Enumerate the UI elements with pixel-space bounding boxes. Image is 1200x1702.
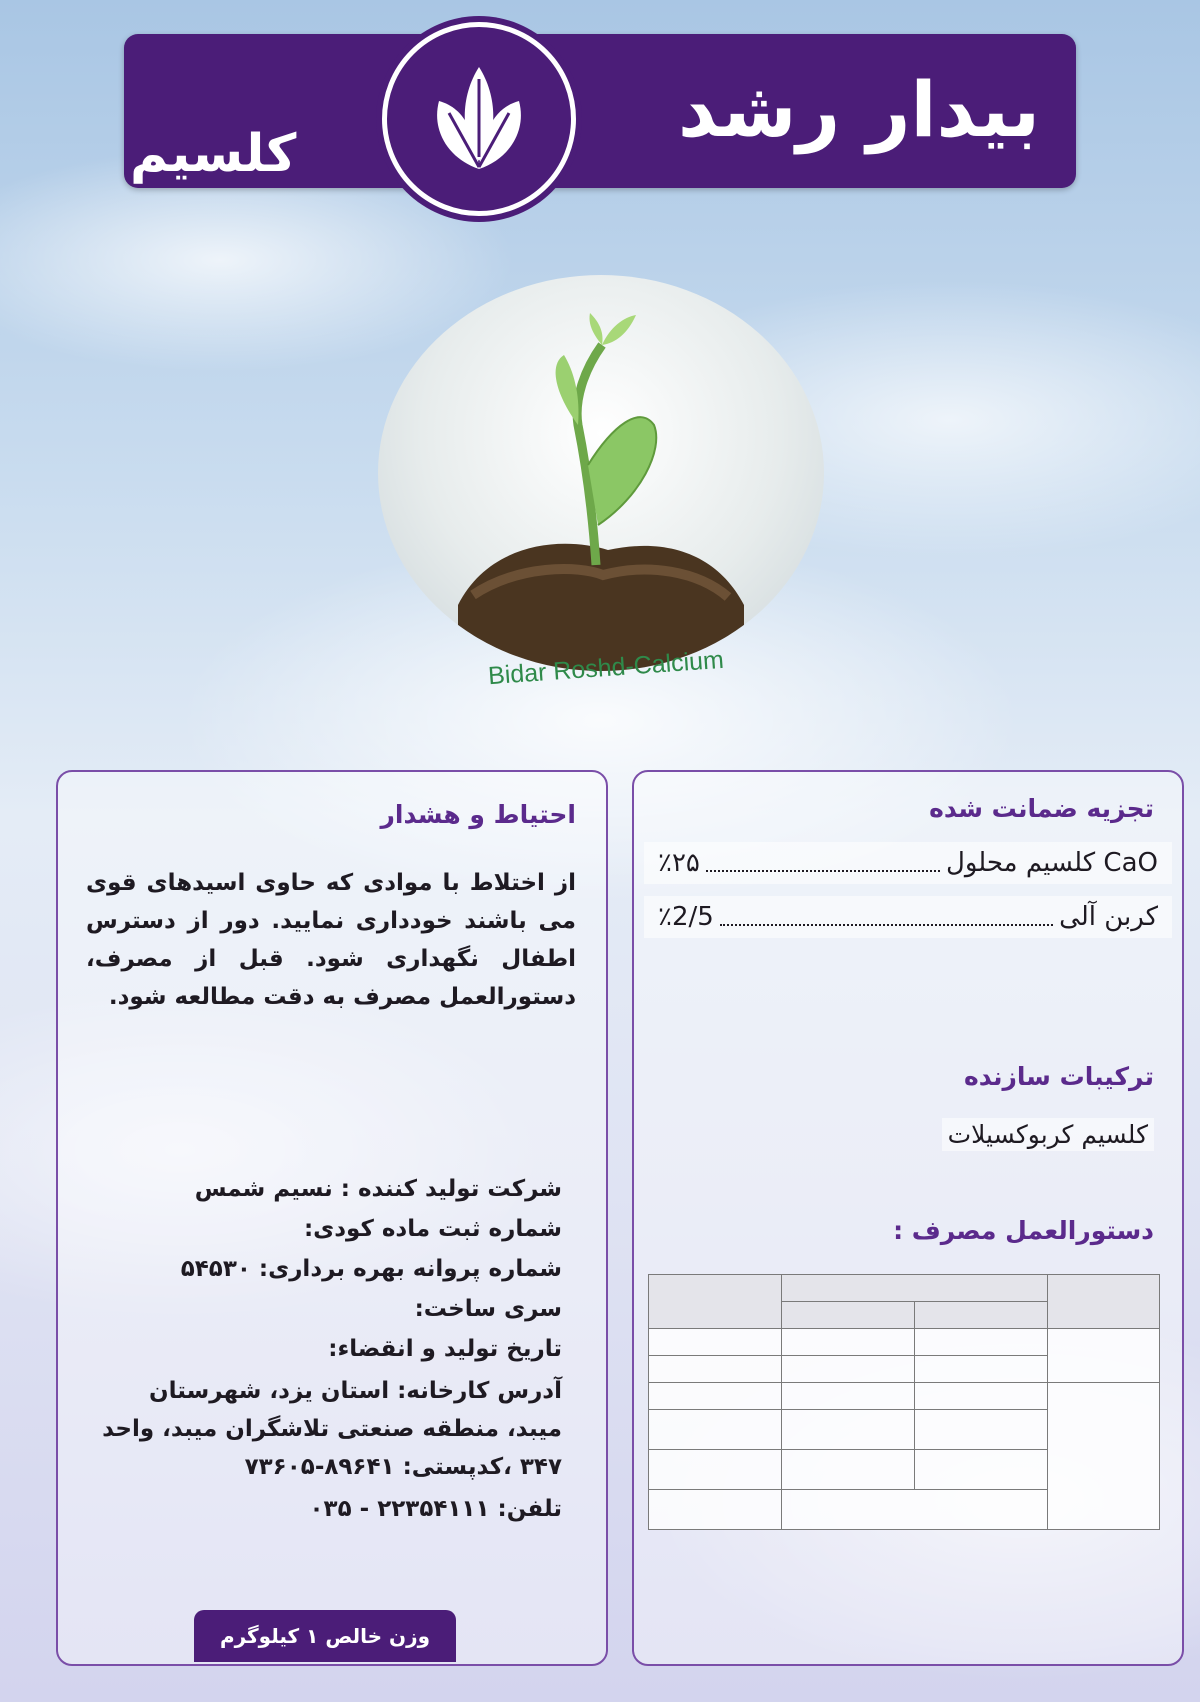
warning-panel — [56, 770, 608, 1666]
table-cell — [914, 1356, 1047, 1383]
analysis-label: کلسیم محلول CaO — [945, 848, 1158, 878]
license-line: شماره پروانه بهره برداری: ۵۴۵۳۰ — [180, 1256, 562, 1282]
warning-heading: احتیاط و هشدار — [380, 800, 576, 829]
address-line: آدرس کارخانه: استان یزد، شهرستان میبد، منطقه صنعتی تلاشگران میبد، واحد ۳۴۷ ،کدپستی: ۸۹۶۴۱-۷۳۶۰۵ — [102, 1378, 562, 1480]
analysis-panel — [632, 770, 1184, 1666]
table-cell — [781, 1275, 1047, 1302]
table-cell — [781, 1450, 914, 1490]
analysis-row — [644, 896, 1172, 938]
product-subtitle: کلسیم — [130, 124, 297, 184]
table-cell — [781, 1302, 914, 1329]
table-cell — [914, 1383, 1047, 1410]
usage-heading: دستورالعمل مصرف : — [893, 1216, 1154, 1245]
table-cell — [649, 1275, 782, 1329]
table-cell — [649, 1383, 782, 1410]
table-cell — [781, 1410, 914, 1450]
table-cell — [649, 1329, 782, 1356]
leader-dots — [720, 896, 1053, 926]
table-cell — [781, 1356, 914, 1383]
table-cell — [781, 1329, 914, 1356]
table-cell — [914, 1410, 1047, 1450]
usage-table — [648, 1274, 1160, 1530]
product-title: بیدار رشد — [677, 65, 1040, 154]
table-cell — [649, 1450, 782, 1490]
seedling-photo — [378, 275, 824, 671]
leader-dots — [706, 842, 940, 872]
analysis-label: کربن آلی — [1059, 902, 1158, 932]
table-cell — [649, 1410, 782, 1450]
table-cell — [1047, 1275, 1159, 1329]
seedling-illustration — [378, 275, 824, 671]
manufacturer-line: شرکت تولید کننده : نسیم شمس — [194, 1176, 562, 1202]
table-row — [649, 1275, 1160, 1302]
table-cell — [781, 1383, 914, 1410]
header-banner — [124, 34, 1076, 188]
table-cell — [914, 1302, 1047, 1329]
warning-text: از اختلاط با موادی که حاوی اسیدهای قوی می باشند خودداری نمایید. دور از دسترس اطفال نگهداری شود. قبل از مصرف، دستورالعمل مصرف به دقت مطالعه شود. — [86, 870, 576, 1010]
components-text: کلسیم کربوکسیلات — [942, 1118, 1154, 1151]
table-cell — [914, 1329, 1047, 1356]
analysis-value: ٪۲۵ — [658, 848, 700, 878]
table-cell — [1047, 1329, 1159, 1383]
table-cell — [649, 1356, 782, 1383]
phone-line: تلفن: ۲۲۳۵۴۱۱۱ - ۰۳۵ — [309, 1496, 562, 1522]
table-cell — [781, 1490, 1047, 1530]
leaf-logo-icon — [409, 49, 549, 189]
photo-caption: Bidar Roshd-Calcium — [487, 645, 725, 691]
net-weight-badge: وزن خالص ۱ کیلوگرم — [194, 1610, 456, 1662]
registration-line: شماره ثبت ماده کودی: — [303, 1216, 562, 1242]
table-cell — [649, 1490, 782, 1530]
table-cell — [1047, 1383, 1159, 1530]
batch-line: سری ساخت: — [414, 1296, 562, 1322]
components-heading: ترکیبات سازنده — [963, 1062, 1154, 1091]
manufacturer-info — [92, 1172, 562, 1532]
table-row — [649, 1329, 1160, 1356]
analysis-value: ٪2/5 — [658, 902, 714, 932]
brand-logo — [382, 22, 576, 216]
analysis-heading: تجزیه ضمانت شده — [929, 794, 1154, 823]
table-cell — [914, 1450, 1047, 1490]
analysis-row — [644, 842, 1172, 884]
table-row — [649, 1383, 1160, 1410]
dates-line: تاریخ تولید و انقضاء: — [328, 1336, 562, 1362]
